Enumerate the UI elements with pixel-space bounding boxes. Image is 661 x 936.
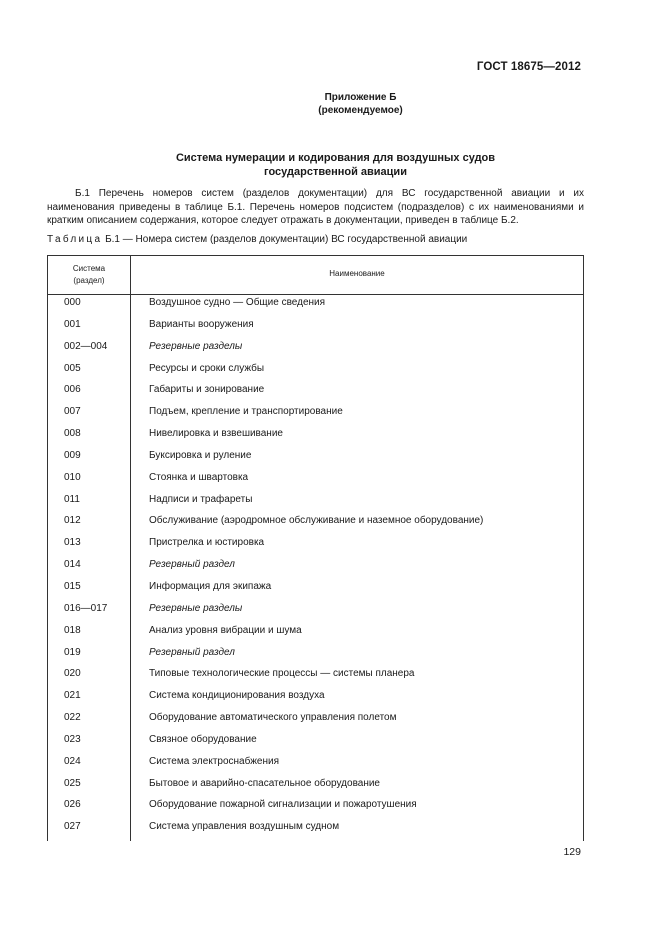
system-code: 018 [64,624,81,636]
system-name: Резервный раздел [149,559,235,571]
intro-paragraph [47,187,584,228]
table-row [48,491,583,513]
system-name: Воздушное судно — Общие сведения [149,297,326,308]
system-name: Оборудование автоматического управления полетом [149,712,397,724]
table-row [48,294,583,316]
table-row [48,709,583,731]
system-name: Резервные разделы [149,602,243,614]
header-code-line-2: (раздел) [73,276,105,285]
system-name: Надписи и трафареты [149,493,253,505]
table-row [48,775,583,797]
table-row [48,687,583,709]
system-code: 024 [64,755,81,767]
system-name: Пристрелка и юстировка [149,537,265,549]
system-code: 000 [64,297,81,308]
system-code: 014 [64,559,81,571]
header-code-line-1: Система [72,264,106,273]
system-name: Нивелировка и взвешивание [149,428,283,440]
system-code: 009 [64,449,81,461]
system-name: Система управления воздушным судном [149,821,340,833]
system-code: 019 [64,646,81,658]
system-code: 022 [64,712,81,724]
system-code: 026 [64,799,81,811]
table-row [48,403,583,425]
system-name: Ресурсы и сроки службы [149,362,265,374]
table-body [48,294,583,840]
system-code: 005 [64,362,81,374]
system-name: Обслуживание (аэродромное обслуживание и наземное оборудование) [149,515,484,527]
document-code: ГОСТ 18675—2012 [476,61,581,73]
table-row [48,512,583,534]
table-caption-text: Б.1 — Номера систем (разделов документации) ВС государственной авиации [102,234,468,245]
system-name: Информация для экипажа [149,580,272,592]
section-title-line-1: Система нумерации и кодирования для воздушных судов [175,152,496,164]
table-row [48,447,583,469]
systems-table [47,255,584,841]
table-row [48,316,583,338]
system-code: 001 [64,318,81,330]
system-code: 027 [64,821,81,833]
system-name: Анализ уровня вибрации и шума [149,624,302,636]
table-row [48,578,583,600]
header-code-column [48,263,130,287]
table-row [48,753,583,775]
system-code: 015 [64,580,81,592]
table-row [48,665,583,687]
system-code: 008 [64,428,81,440]
system-name: Подъем, крепление и транспортирование [149,406,343,418]
system-code: 025 [64,777,81,789]
system-name: Система электроснабжения [149,755,279,767]
table-row [48,644,583,666]
system-name: Буксировка и руление [149,449,252,461]
system-code: 010 [64,471,81,483]
system-code: 021 [64,690,81,702]
table-row [48,600,583,622]
header-name-column: Наименование [329,269,385,278]
system-code: 002—004 [64,340,108,352]
system-name: Резервный раздел [149,646,235,658]
intro-text: Б.1 Перечень номеров систем (разделов документации) для ВС государственной авиации и их наименования приведены в таблице Б.1. Перечень номеров подсистем (подразделов) с их наименованиями и кратким описанием содержания, которое следует отражать в документации, приведен в таблице Б.2. [47,188,584,227]
section-title [0,152,661,179]
table-row [48,425,583,447]
table-row [48,360,583,382]
table-caption [47,234,467,245]
table-caption-prefix: Таблица [47,234,103,245]
system-code: 007 [64,406,81,418]
system-name: Стоянка и швартовка [149,471,249,483]
appendix-status: (рекомендуемое) [318,105,403,116]
table-header [48,256,583,295]
table-row [48,731,583,753]
section-title-line-2: государственной авиации [264,165,407,178]
system-name: Резервные разделы [149,340,243,352]
table-row [48,796,583,818]
table-row [48,381,583,403]
system-name: Варианты вооружения [149,318,254,330]
table-row [48,622,583,644]
table-row [48,556,583,578]
page-number: 129 [563,846,581,858]
system-code: 011 [64,493,80,505]
system-name: Связное оборудование [149,733,257,745]
table-row [48,469,583,491]
appendix-label: Приложение Б [324,92,397,103]
system-name: Бытовое и аварийно-спасательное оборудование [149,777,380,789]
system-name: Габариты и зонирование [149,384,265,396]
table-row [48,338,583,360]
system-code: 013 [64,537,81,549]
system-name: Система кондиционирования воздуха [149,690,325,702]
system-name: Типовые технологические процессы — системы планера [149,668,415,680]
appendix-heading [0,91,661,117]
system-code: 016—017 [64,602,108,614]
system-code: 012 [64,515,81,527]
system-name: Оборудование пожарной сигнализации и пожаротушения [149,799,417,811]
system-code: 023 [64,733,81,745]
system-code: 006 [64,384,81,396]
table-row [48,534,583,556]
system-code: 020 [64,668,81,680]
table-row [48,818,583,840]
